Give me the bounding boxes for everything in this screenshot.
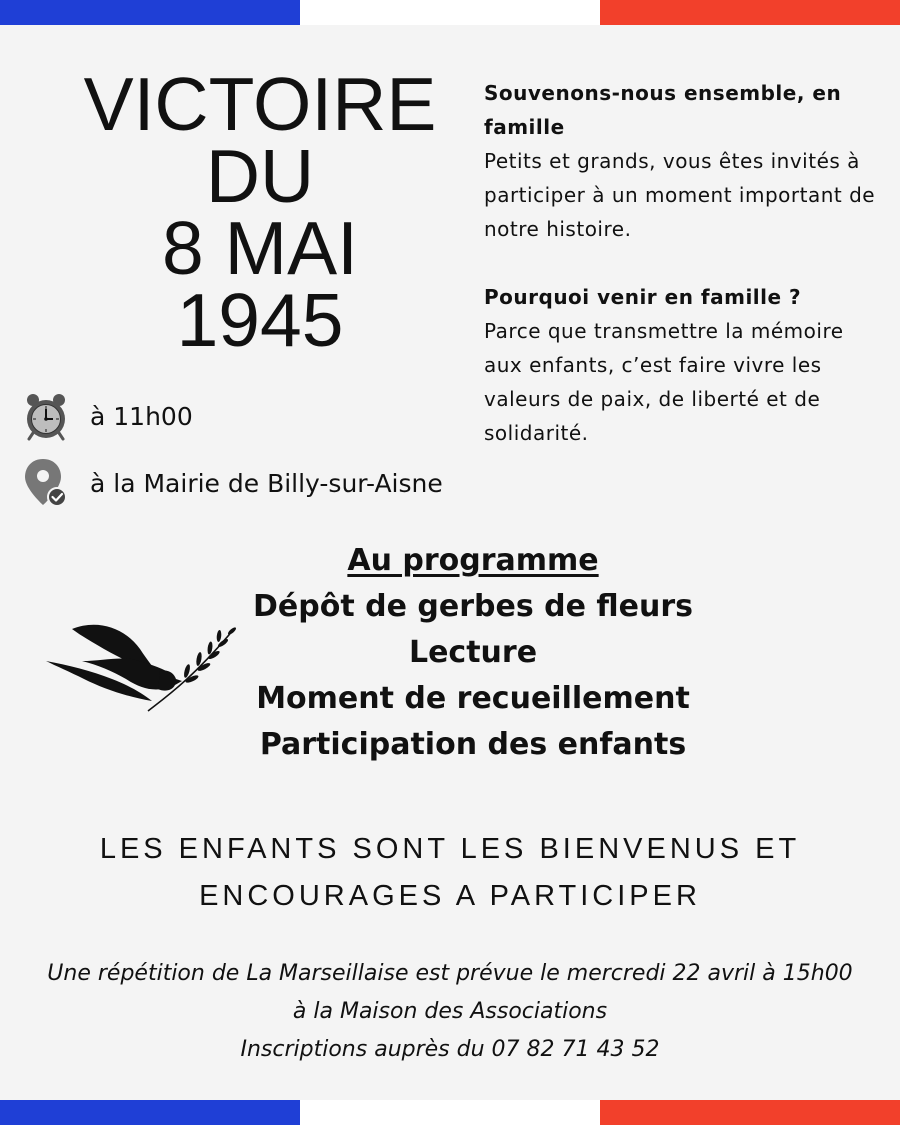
location-pin-icon [22, 457, 70, 509]
swallow-with-olive-branch-icon [42, 615, 242, 715]
welcome-line: LES ENFANTS SONT LES BIENVENUS ET [99, 833, 801, 865]
intro-paragraph-why: Parce que transmettre la mémoire aux enfants, c’est faire vivre les valeurs de paix, de liberté et de solidarité. [484, 319, 844, 445]
flag-white-stripe [300, 1100, 600, 1125]
programme-item: Participation des enfants [259, 727, 687, 762]
title-line: VICTOIRE [83, 62, 437, 146]
event-time-text: à 11h00 [90, 401, 193, 431]
flag-blue-stripe [0, 0, 300, 25]
event-title [40, 62, 480, 362]
flag-band-bottom [0, 1100, 900, 1125]
intro-text-block [484, 76, 884, 450]
title-line: DU [205, 134, 315, 218]
event-time-row [22, 390, 193, 442]
programme-section [180, 538, 766, 768]
event-place-row [22, 457, 443, 509]
flag-red-stripe [600, 1100, 900, 1125]
programme-item: Lecture [408, 635, 538, 670]
title-line: 8 MAI [162, 206, 358, 290]
intro-heading-why: Pourquoi venir en famille ? [484, 285, 802, 309]
flag-blue-stripe [0, 1100, 300, 1125]
footer-line: Une répétition de La Marseillaise est prévue le mercredi 22 avril à 15h00 [47, 961, 853, 986]
flag-red-stripe [600, 0, 900, 25]
rehearsal-notice [0, 955, 900, 1069]
programme-heading: Au programme [347, 543, 599, 578]
welcome-message [0, 826, 900, 920]
flag-white-stripe [300, 0, 600, 25]
welcome-line: ENCOURAGES A PARTICIPER [199, 880, 701, 912]
flag-band-top [0, 0, 900, 25]
alarm-clock-icon [22, 390, 70, 442]
programme-item: Moment de recueillement [256, 681, 690, 716]
footer-line: à la Maison des Associations [292, 999, 608, 1024]
event-place-text: à la Mairie de Billy-sur-Aisne [90, 468, 443, 498]
intro-paragraph-invitation: Petits et grands, vous êtes invités à participer à un moment important de notre histoire. [484, 149, 876, 241]
intro-heading-family: Souvenons-nous ensemble, en famille [484, 81, 842, 139]
title-line: 1945 [176, 278, 344, 362]
programme-item: Dépôt de gerbes de fleurs [253, 589, 693, 624]
footer-line: Inscriptions auprès du 07 82 71 43 52 [240, 1037, 660, 1062]
